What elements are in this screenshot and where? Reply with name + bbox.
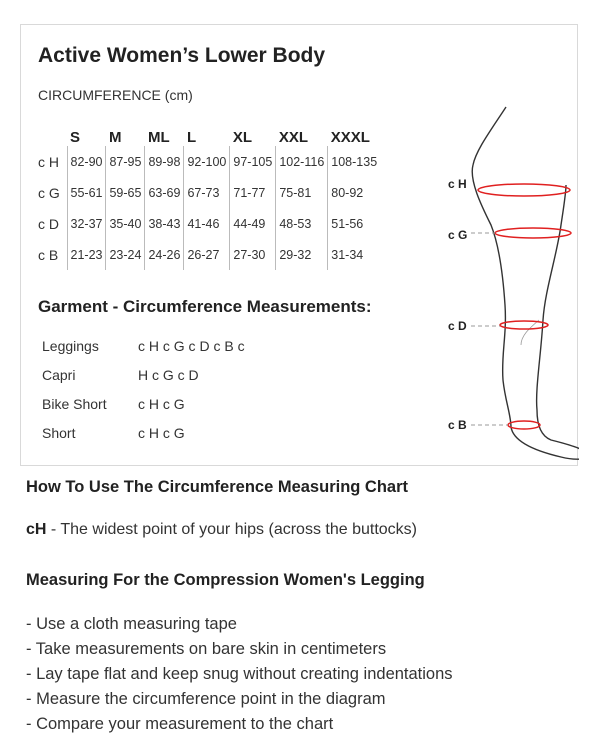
- garment-points: c H c G: [138, 395, 185, 412]
- measure-ring-h: [478, 184, 570, 196]
- table-cell: 38-43: [145, 208, 184, 239]
- table-cell: 59-65: [106, 177, 145, 208]
- size-header: M: [108, 129, 122, 146]
- table-row: [35, 177, 380, 208]
- list-item: - Compare your measurement to the chart: [26, 715, 334, 733]
- list-item: - Lay tape flat and keep snug without creating indentations: [26, 665, 453, 683]
- table-cell: 82-90: [67, 146, 106, 177]
- table-cell: 31-34: [331, 247, 364, 262]
- size-header: L: [186, 129, 197, 146]
- garment-name: Leggings: [42, 337, 99, 354]
- row-label: c H: [35, 146, 67, 177]
- garment-points: c H c G: [138, 424, 185, 441]
- row-label: c D: [35, 208, 67, 239]
- table-cell: 55-61: [67, 177, 106, 208]
- size-table: [35, 124, 380, 270]
- measuring-title: Measuring For the Compression Women's Legging: [26, 571, 425, 589]
- ch-definition-text: - The widest point of your hips (across the buttocks): [46, 521, 417, 538]
- size-chart-card: [20, 24, 578, 466]
- list-item: - Use a cloth measuring tape: [26, 615, 237, 633]
- table-cell: 97-105: [230, 146, 276, 177]
- table-cell: 21-23: [67, 239, 106, 270]
- chart-title: Active Women’s Lower Body: [38, 44, 326, 67]
- list-item: - Measure the circumference point in the diagram: [26, 690, 386, 708]
- table-cell: 75-81: [276, 177, 328, 208]
- instructions-list: [26, 612, 453, 737]
- chart-subtitle: CIRCUMFERENCE (cm): [38, 87, 193, 103]
- garment-points: H c G c D: [138, 366, 199, 383]
- how-to-title: How To Use The Circumference Measuring Chart: [26, 478, 409, 496]
- garment-name: Short: [42, 424, 76, 441]
- row-label: c G: [35, 177, 67, 208]
- size-header: XXL: [278, 129, 309, 146]
- table-cell: 108-135: [331, 154, 378, 169]
- garment-name: Bike Short: [42, 395, 107, 412]
- list-item: [42, 389, 245, 418]
- table-cell: 44-49: [230, 208, 276, 239]
- size-header: ML: [147, 129, 170, 146]
- table-cell: 51-56: [331, 216, 364, 231]
- table-row: [35, 239, 380, 270]
- knee-line: [521, 320, 539, 345]
- table-cell: 87-95: [106, 146, 145, 177]
- table-cell: 23-24: [106, 239, 145, 270]
- table-row: [35, 146, 380, 177]
- size-header: XL: [232, 129, 253, 146]
- ch-definition: [26, 521, 417, 539]
- size-header: XXXL: [330, 129, 370, 146]
- row-label: c B: [35, 239, 67, 270]
- garment-list: [42, 331, 245, 447]
- list-item: - Take measurements on bare skin in centimeters: [26, 640, 387, 658]
- list-item: [42, 331, 245, 360]
- table-cell: 92-100: [184, 146, 230, 177]
- table-cell: 27-30: [230, 239, 276, 270]
- table-cell: 26-27: [184, 239, 230, 270]
- size-header: S: [70, 129, 81, 146]
- table-cell: 29-32: [276, 239, 328, 270]
- leg-diagram: [421, 105, 579, 475]
- list-item: [42, 360, 245, 389]
- table-cell: 71-77: [230, 177, 276, 208]
- table-cell: 48-53: [276, 208, 328, 239]
- diagram-label: c D: [448, 319, 467, 333]
- table-cell: 32-37: [67, 208, 106, 239]
- diagram-label: c G: [448, 228, 468, 242]
- diagram-label: c H: [448, 177, 467, 191]
- table-cell: 102-116: [276, 146, 328, 177]
- measure-ring-d: [500, 321, 548, 329]
- list-item: [42, 418, 245, 447]
- table-cell: 67-73: [184, 177, 230, 208]
- table-cell: 80-92: [331, 185, 364, 200]
- table-cell: 35-40: [106, 208, 145, 239]
- measure-ring-b: [508, 421, 540, 429]
- garment-points: c H c G c D c B c: [138, 337, 245, 354]
- ch-term: cH: [26, 521, 47, 538]
- table-row: [35, 208, 380, 239]
- garment-name: Capri: [42, 366, 76, 383]
- table-cell: 63-69: [145, 177, 184, 208]
- leg-outline: [472, 107, 579, 459]
- garment-title: Garment - Circumference Measurements:: [38, 297, 372, 316]
- size-header-row: [35, 124, 380, 146]
- table-cell: 41-46: [184, 208, 230, 239]
- table-corner: [35, 124, 67, 146]
- diagram-label: c B: [448, 418, 467, 432]
- table-cell: 24-26: [145, 239, 184, 270]
- table-cell: 89-98: [145, 146, 184, 177]
